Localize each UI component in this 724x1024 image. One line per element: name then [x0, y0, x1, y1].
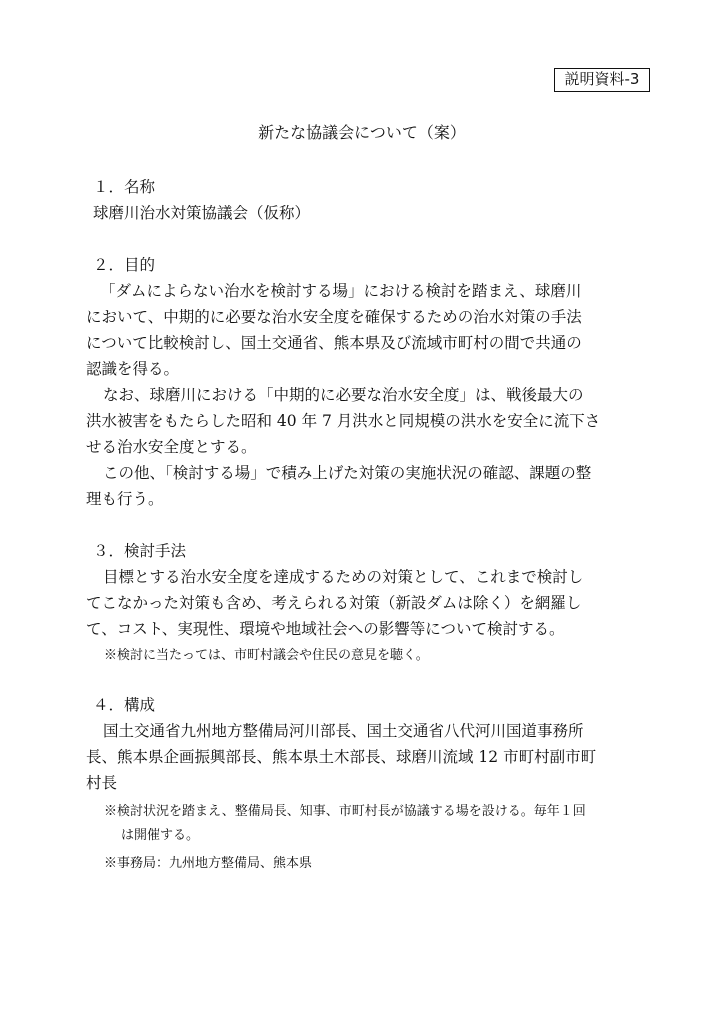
document-label: 説明資料-3: [554, 68, 650, 92]
section-4-line: 長、熊本県企画振興部長、熊本県土木部長、球磨川流域 12 市町村副市町: [86, 748, 597, 766]
section-2-line: 理も行う。: [86, 490, 164, 508]
section-3-line: てこなかった対策も含め、考えられる対策（新設ダムは除く）を網羅し: [86, 594, 582, 612]
section-2-line: について比較検討し、国土交通省、熊本県及び流域市町村の間で共通の: [86, 334, 582, 352]
section-2-heading: ２．目的: [93, 256, 156, 274]
section-2-line: 認識を得る。: [86, 360, 180, 378]
page-title: 新たな協議会について（案）: [258, 123, 466, 142]
section-4-heading: ４．構成: [93, 696, 156, 714]
section-3-heading: ３．検討手法: [93, 542, 187, 560]
section-2-line: において、中期的に必要な治水安全度を確保するための治水対策の手法: [86, 308, 582, 326]
section-4-line: 村長: [86, 774, 118, 792]
section-4-line: 国土交通省九州地方整備局河川部長、国土交通省八代河川国道事務所: [103, 722, 584, 740]
section-4-note: ※事務局：九州地方整備局、熊本県: [104, 856, 313, 871]
section-2-line: 洪水被害をもたらした昭和 40 年 7 月洪水と同規模の洪水を安全に流下さ: [86, 412, 601, 430]
section-2-line: 「ダムによらない治水を検討する場」における検討を踏まえ、球磨川: [100, 282, 582, 300]
section-4-note: は開催する。: [121, 828, 200, 843]
section-3-line: て、コスト、実現性、環境や地域社会への影響等について検討する。: [86, 620, 565, 638]
section-1-text: 球磨川治水対策協議会（仮称）: [93, 204, 311, 222]
section-2-line: この他、「検討する場」で積み上げた対策の実施状況の確認、課題の整: [103, 464, 592, 482]
section-1-heading: １．名称: [93, 178, 156, 196]
section-3-note: ※検討に当たっては、市町村議会や住民の意見を聴く。: [104, 648, 429, 663]
section-2-line: なお、球磨川における「中期的に必要な治水安全度」は、戦後最大の: [103, 386, 584, 404]
section-3-line: 目標とする治水安全度を達成するための対策として、これまで検討し: [103, 568, 584, 586]
section-4-note: ※検討状況を踏まえ、整備局長、知事、市町村長が協議する場を設ける。毎年１回: [104, 804, 586, 819]
section-2-line: せる治水安全度とする。: [86, 438, 257, 456]
